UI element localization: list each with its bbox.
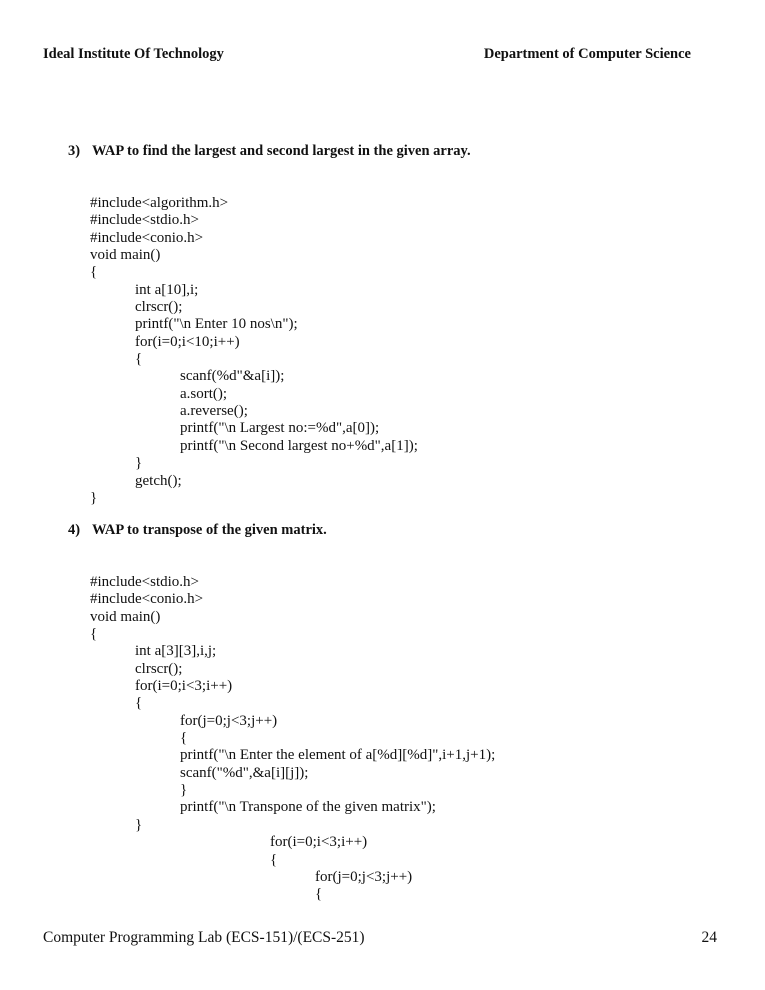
code-line: #include<stdio.h> xyxy=(90,574,199,590)
code-line: { xyxy=(90,264,98,281)
section-4-number: 4) xyxy=(68,522,81,538)
code-line: #include<conio.h> xyxy=(90,229,204,246)
code-line: printf("\n Transpone of the given matrix"); xyxy=(180,799,436,816)
code-line: getch(); xyxy=(135,472,182,489)
code-line: a.reverse(); xyxy=(180,403,248,420)
code-line: { xyxy=(135,351,143,368)
header-institute: Ideal Institute Of Technology xyxy=(43,46,224,62)
section-4-heading xyxy=(68,522,725,539)
code-line: void main() xyxy=(90,608,161,625)
code-line: { xyxy=(315,886,323,903)
code-line: printf("\n Second largest no+%d",a[1]); xyxy=(180,437,418,454)
code-line: int a[10],i; xyxy=(135,281,199,298)
code-line: for(i=0;i<10;i++) xyxy=(135,333,240,350)
code-line: #include<algorithm.h> xyxy=(90,195,229,211)
section-4-code-block xyxy=(90,574,745,904)
code-line: a.sort(); xyxy=(180,385,228,402)
section-3-number: 3) xyxy=(68,143,81,159)
footer-page-number: 24 xyxy=(701,929,717,946)
code-line: } xyxy=(135,455,143,472)
code-line: } xyxy=(135,816,143,833)
code-line: printf("\n Enter 10 nos\n"); xyxy=(135,316,298,333)
code-line: #include<conio.h> xyxy=(90,591,204,608)
code-line: } xyxy=(180,782,188,799)
code-line: { xyxy=(135,695,143,712)
page-footer xyxy=(43,929,717,946)
code-line: for(i=0;i<3;i++) xyxy=(270,834,368,851)
code-line: } xyxy=(90,489,98,506)
code-line: { xyxy=(90,626,98,643)
code-line: int a[3][3],i,j; xyxy=(135,643,217,660)
code-line: for(j=0;j<3;j++) xyxy=(315,868,413,885)
code-line: { xyxy=(270,851,278,868)
code-line: for(j=0;j<3;j++) xyxy=(180,712,278,729)
footer-course-label: Computer Programming Lab (ECS-151)/(ECS-251) xyxy=(43,929,365,946)
code-line: clrscr(); xyxy=(135,299,183,316)
code-line: void main() xyxy=(90,247,161,264)
code-line: for(i=0;i<3;i++) xyxy=(135,678,233,695)
section-4-title: WAP to transpose of the given matrix. xyxy=(92,522,327,538)
section-3-code-block xyxy=(90,195,745,507)
code-line: #include<stdio.h> xyxy=(90,212,199,229)
code-line: printf("\n Enter the element of a[%d][%d]",i+1,j+1); xyxy=(180,747,496,764)
code-line: { xyxy=(180,730,188,747)
code-line: scanf("%d",&a[i][j]); xyxy=(180,764,309,781)
section-3-title: WAP to find the largest and second largest in the given array. xyxy=(92,143,471,159)
header-department: Department of Computer Science xyxy=(483,46,691,62)
code-line: clrscr(); xyxy=(135,660,183,677)
code-line: scanf(%d"&a[i]); xyxy=(180,368,285,385)
code-line: printf("\n Largest no:=%d",a[0]); xyxy=(180,420,380,437)
section-3-heading xyxy=(68,143,725,160)
page-header xyxy=(43,46,691,62)
